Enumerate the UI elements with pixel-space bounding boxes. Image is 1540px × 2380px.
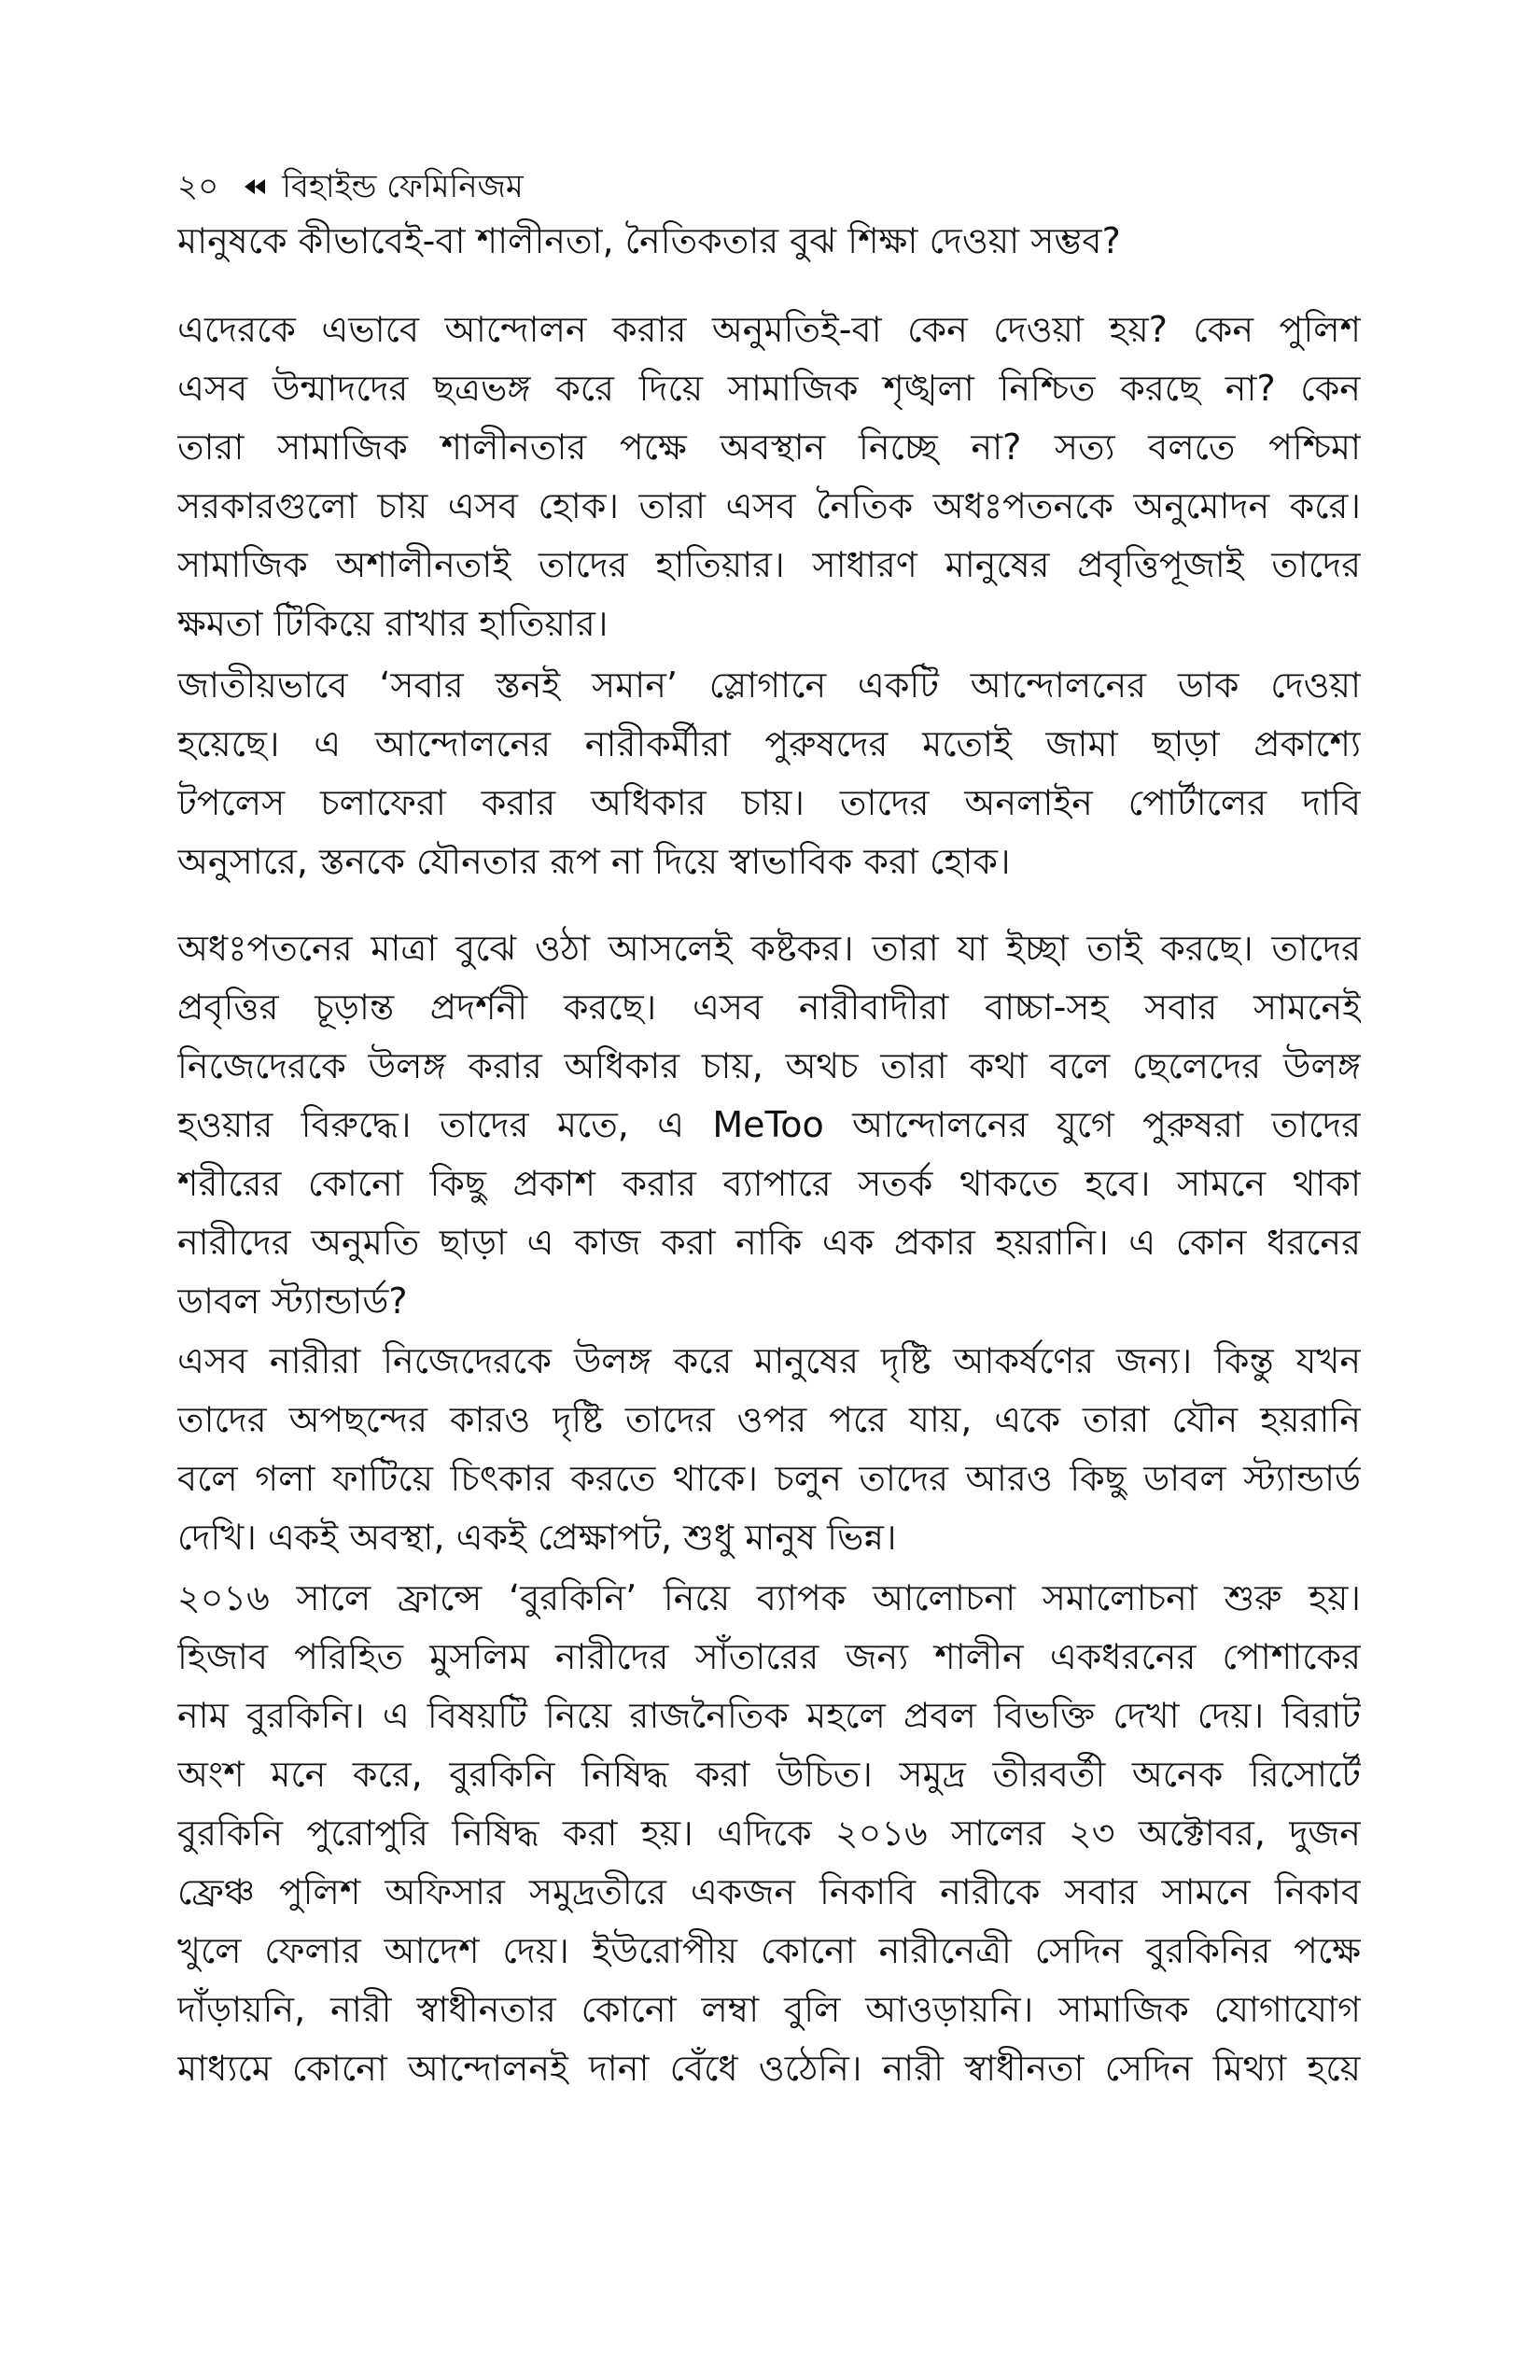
- paragraph-5: [177, 1569, 1361, 2098]
- text-line: সরকারগুলো চায় এসব হোক। তারা এসব নৈতিক অধঃপতনকে অনুমোদন করে।: [177, 485, 1361, 526]
- text-line: মানুষকে কীভাবেই-বা শালীনতা, নৈতিকতার বুঝ শিক্ষা দেওয়া সম্ভব?: [177, 220, 1121, 261]
- double-left-triangle-icon: [241, 177, 271, 196]
- text-line: নাম বুরকিনি। এ বিষয়টি নিয়ে রাজনৈতিক মহলে প্রবল বিভক্তি দেখা দেয়। বিরাট: [177, 1695, 1361, 1736]
- text-line: তারা সামাজিক শালীনতার পক্ষে অবস্থান নিচ্ছে না? সত্য বলতে পশ্চিমা: [177, 427, 1361, 468]
- text-line: হওয়ার বিরুদ্ধে। তাদের মতে, এ MeToo আন্দোলনের যুগে পুরুষরা তাদের: [177, 1104, 1361, 1145]
- running-title: বিহাইন্ড ফেমিনিজম: [282, 168, 524, 205]
- text-line: বলে গলা ফাটিয়ে চিৎকার করতে থাকে। চলুন তাদের আরও কিছু ডাবল স্ট্যান্ডার্ড: [177, 1458, 1361, 1499]
- text-line: জাতীয়ভাবে ‘সবার স্তনই সমান’ স্লোগানে একটি আন্দোলনের ডাক দেওয়া: [177, 665, 1361, 706]
- text-line: ডাবল স্ট্যান্ডার্ড?: [177, 1281, 408, 1322]
- text-line: টপলেস চলাফেরা করার অধিকার চায়। তাদের অনলাইন পোর্টালের দাবি: [177, 782, 1361, 823]
- paragraph-3: [177, 919, 1361, 1331]
- paragraph-1: [177, 301, 1361, 653]
- paragraph-4: [177, 1332, 1361, 1567]
- text-line: এদেরকে এভাবে আন্দোলন করার অনুমতিই-বা কেন দেওয়া হয়? কেন পুলিশ: [177, 309, 1361, 350]
- text-line: ফ্রেঞ্চ পুলিশ অফিসার সমুদ্রতীরে একজন নিকাবি নারীকে সবার সামনে নিকাব: [177, 1871, 1361, 1912]
- text-line: হয়েছে। এ আন্দোলনের নারীকর্মীরা পুরুষদের মতোই জামা ছাড়া প্রকাশ্যে: [177, 723, 1361, 764]
- text-line: মাধ্যমে কোনো আন্দোলনই দানা বেঁধে ওঠেনি। নারী স্বাধীনতা সেদিন মিথ্যা হয়ে: [177, 2048, 1361, 2089]
- continued-sentence: [177, 212, 1361, 271]
- text-line: এসব উন্মাদদের ছত্রভঙ্গ করে দিয়ে সামাজিক শৃঙ্খলা নিশ্চিত করছে না? কেন: [177, 368, 1361, 409]
- paragraph-2: [177, 656, 1361, 891]
- text-line: নারীদের অনুমতি ছাড়া এ কাজ করা নাকি এক প্রকার হয়রানি। এ কোন ধরনের: [177, 1222, 1361, 1263]
- text-line: অংশ মনে করে, বুরকিনি নিষিদ্ধ করা উচিত। সমুদ্র তীরবর্তী অনেক রিসোর্টে: [177, 1754, 1361, 1795]
- text-line: অধঃপতনের মাত্রা বুঝে ওঠা আসলেই কষ্টকর। তারা যা ইচ্ছা তাই করছে। তাদের: [177, 928, 1361, 969]
- page-number: ২০: [177, 168, 219, 205]
- text-line: হিজাব পরিহিত মুসলিম নারীদের সাঁতারের জন্য শালীন একধরনের পোশাকের: [177, 1636, 1361, 1677]
- text-line: ২০১৬ সালে ফ্রান্সে ‘বুরকিনি’ নিয়ে ব্যাপক আলোচনা সমালোচনা শুরু হয়।: [177, 1577, 1361, 1618]
- text-line: খুলে ফেলার আদেশ দেয়। ইউরোপীয় কোনো নারীনেত্রী সেদিন বুরকিনির পক্ষে: [177, 1930, 1361, 1971]
- text-line: দেখি। একই অবস্থা, একই প্রেক্ষাপট, শুধু মানুষ ভিন্ন।: [177, 1517, 897, 1558]
- text-line: এসব নারীরা নিজেদেরকে উলঙ্গ করে মানুষের দৃষ্টি আকর্ষণের জন্য। কিন্তু যখন: [177, 1340, 1361, 1381]
- text-line: অনুসারে, স্তনকে যৌনতার রূপ না দিয়ে স্বাভাবিক করা হোক।: [177, 841, 1011, 882]
- text-line: নিজেদেরকে উলঙ্গ করার অধিকার চায়, অথচ তারা কথা বলে ছেলেদের উলঙ্গ: [177, 1045, 1361, 1086]
- text-line: শরীরের কোনো কিছু প্রকাশ করার ব্যাপারে সতর্ক থাকতে হবে। সামনে থাকা: [177, 1163, 1361, 1204]
- running-header: [177, 163, 524, 210]
- text-line: তাদের অপছন্দের কারও দৃষ্টি তাদের ওপর পরে যায়, একে তারা যৌন হয়রানি: [177, 1399, 1361, 1440]
- text-line: বুরকিনি পুরোপুরি নিষিদ্ধ করা হয়। এদিকে ২০১৬ সালের ২৩ অক্টোবর, দুজন: [177, 1813, 1361, 1854]
- text-line: সামাজিক অশালীনতাই তাদের হাতিয়ার। সাধারণ মানুষের প্রবৃত্তিপূজাই তাদের: [177, 544, 1361, 585]
- text-line: প্রবৃত্তির চূড়ান্ত প্রদর্শনী করছে। এসব নারীবাদীরা বাচ্চা-সহ সবার সামনেই: [177, 987, 1361, 1028]
- text-line: দাঁড়ায়নি, নারী স্বাধীনতার কোনো লম্বা বুলি আওড়ায়নি। সামাজিক যোগাযোগ: [177, 1989, 1361, 2030]
- text-line: ক্ষমতা টিকিয়ে রাখার হাতিয়ার।: [177, 603, 609, 644]
